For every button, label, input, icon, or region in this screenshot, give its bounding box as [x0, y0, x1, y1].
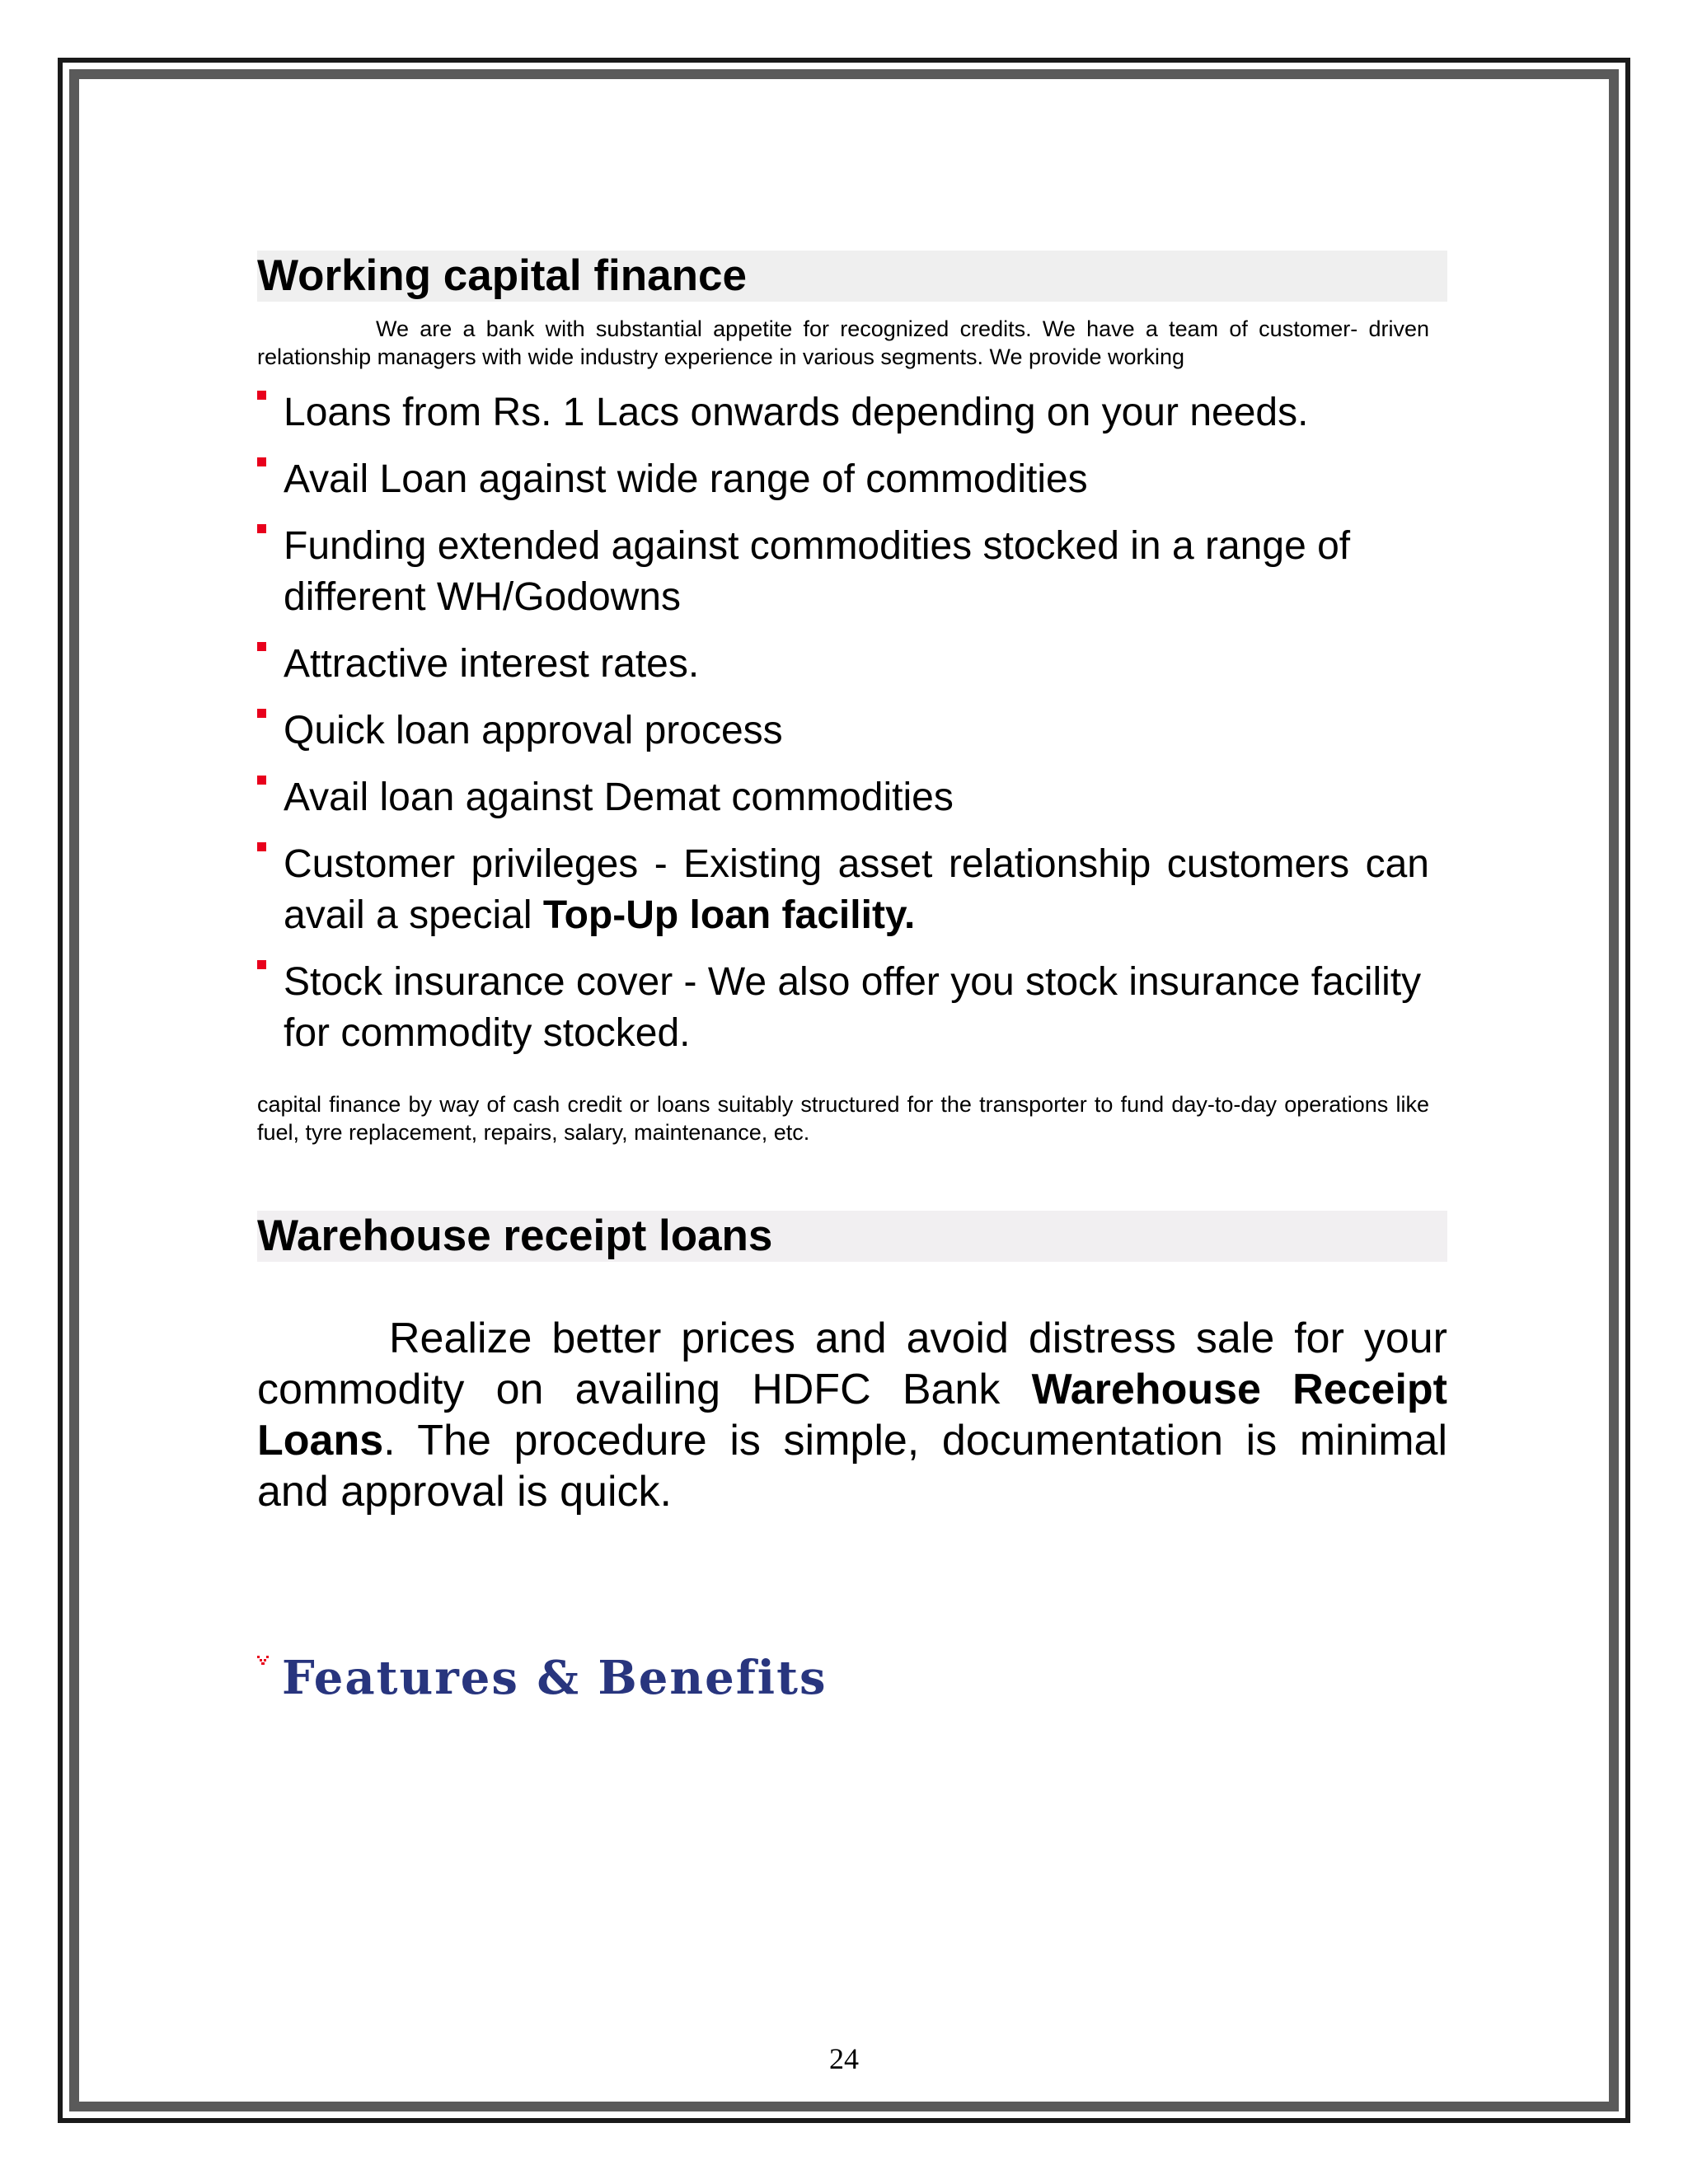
bullet-square-icon — [257, 457, 266, 466]
bullet-square-icon — [257, 776, 266, 785]
list-item: Avail loan against Demat commodities — [257, 772, 1447, 823]
features-benefits-heading — [257, 1649, 1447, 1707]
features-title: Features & Benefits — [282, 1651, 828, 1705]
list-item: Avail Loan against wide range of commodities — [257, 454, 1447, 505]
section-2 — [257, 1211, 1447, 1517]
section-heading-warehouse-receipt: Warehouse receipt loans — [257, 1211, 1447, 1262]
list-item: Loans from Rs. 1 Lacs onwards depending on your needs. — [257, 387, 1447, 438]
list-item: Stock insurance cover - We also offer you stock insurance facility for commodity stocked. — [257, 957, 1447, 1059]
bullet-square-icon — [257, 960, 266, 969]
intro-line-2: driven relationship managers with wide industry experience in various segments. We provide working — [257, 316, 1429, 369]
list-item: Customer privileges - Existing asset relationship customers can avail a special Top-Up loan facility. — [257, 839, 1447, 941]
outro-line-2: operations like fuel, tyre replacement, repairs, salary, maintenance, etc. — [257, 1092, 1429, 1145]
list-item: Attractive interest rates. — [257, 639, 1447, 690]
benefits-list — [257, 387, 1447, 1059]
intro-paragraph — [257, 315, 1429, 371]
page-content — [257, 251, 1447, 1707]
outro-paragraph — [257, 1090, 1429, 1146]
intro-line-1: We are a bank with substantial appetite for recognized credits. We have a team of customer- — [376, 316, 1358, 341]
section-heading-working-capital: Working capital finance — [257, 251, 1447, 302]
checkmark-bullet-icon — [257, 1656, 269, 1666]
list-item: Quick loan approval process — [257, 705, 1447, 757]
bullet-square-icon — [257, 391, 266, 400]
warehouse-paragraph: Realize better prices and avoid distress sale for your commodity on availing HDFC Bank Warehouse Receipt Loans. The procedure is simple, documentation is minimal and approval is quick. — [257, 1315, 1447, 1516]
bullet-square-icon — [257, 524, 266, 533]
bullet-square-icon — [257, 642, 266, 651]
warehouse-receipt-loans-text: Warehouse Receipt Loans — [257, 1366, 1447, 1465]
bullet-square-icon — [257, 709, 266, 718]
list-item: Funding extended against commodities stocked in a range of different WH/Godowns — [257, 521, 1447, 623]
outro-line-1: capital finance by way of cash credit or loans suitably structured for the transporter to fund day-to-day — [257, 1092, 1277, 1117]
page-number: 24 — [829, 2042, 859, 2075]
bullet-square-icon — [257, 842, 266, 851]
top-up-facility-text: Top-Up loan facility. — [542, 893, 916, 937]
